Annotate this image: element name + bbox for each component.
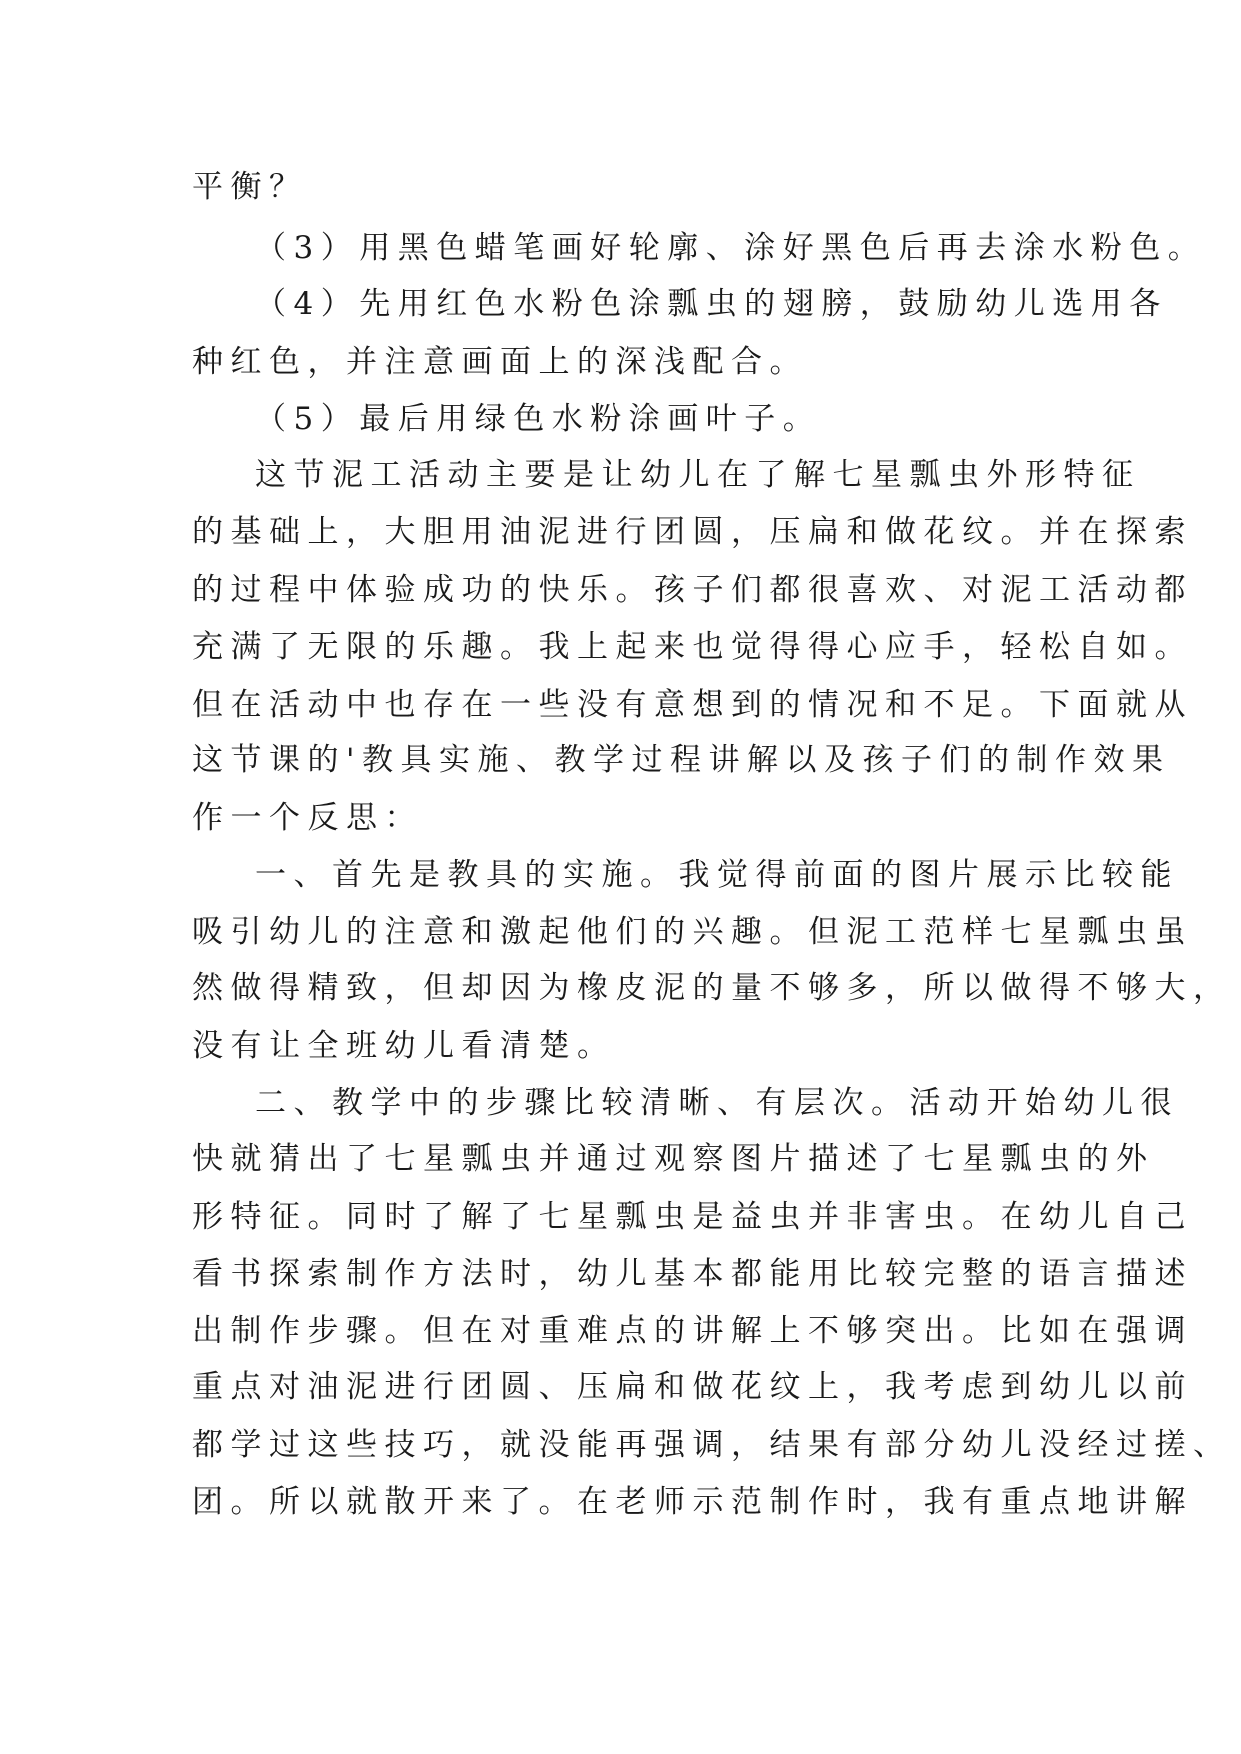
text-line: 作一个反思： bbox=[192, 800, 423, 836]
text-line: 平衡？ bbox=[192, 169, 308, 205]
text-line: 团。所以就散开来了。在老师示范制作时，我有重点地讲解 bbox=[192, 1484, 1193, 1520]
text-line: 快就猜出了七星瓢虫并通过观察图片描述了七星瓢虫的外 bbox=[192, 1141, 1155, 1177]
text-line: 但在活动中也存在一些没有意想到的情况和不足。下面就从 bbox=[192, 687, 1193, 723]
text-line: （5）最后用绿色水粉涂画叶子。 bbox=[255, 401, 822, 437]
text-line: 种红色，并注意画面上的深浅配合。 bbox=[192, 344, 808, 380]
text-line: 都学过这些技巧，就没能再强调，结果有部分幼儿没经过搓、 bbox=[192, 1427, 1232, 1463]
text-line: 的过程中体验成功的快乐。孩子们都很喜欢、对泥工活动都 bbox=[192, 572, 1193, 608]
text-line: 二、教学中的步骤比较清晰、有层次。活动开始幼儿很 bbox=[255, 1085, 1179, 1121]
text-line: 这节泥工活动主要是让幼儿在了解七星瓢虫外形特征 bbox=[255, 457, 1141, 493]
text-line: 重点对油泥进行团圆、压扁和做花纹上，我考虑到幼儿以前 bbox=[192, 1369, 1193, 1405]
text-line: 吸引幼儿的注意和激起他们的兴趣。但泥工范样七星瓢虫虽 bbox=[192, 914, 1193, 950]
text-line: 这节课的'教具实施、教学过程讲解以及孩子们的制作效果 bbox=[192, 742, 1171, 778]
text-line: （3）用黑色蜡笔画好轮廓、涂好黑色后再去涂水粉色。 bbox=[255, 230, 1207, 266]
text-line: 出制作步骤。但在对重难点的讲解上不够突出。比如在强调 bbox=[192, 1313, 1193, 1349]
text-line: 看书探索制作方法时，幼儿基本都能用比较完整的语言描述 bbox=[192, 1256, 1193, 1292]
text-line: 没有让全班幼儿看清楚。 bbox=[192, 1028, 616, 1064]
text-line: 一、首先是教具的实施。我觉得前面的图片展示比较能 bbox=[255, 857, 1179, 893]
text-line: （4）先用红色水粉色涂瓢虫的翅膀，鼓励幼儿选用各 bbox=[255, 286, 1168, 322]
text-line: 形特征。同时了解了七星瓢虫是益虫并非害虫。在幼儿自己 bbox=[192, 1199, 1193, 1235]
text-line: 然做得精致，但却因为橡皮泥的量不够多，所以做得不够大， bbox=[192, 970, 1232, 1006]
text-line: 的基础上，大胆用油泥进行团圆，压扁和做花纹。并在探索 bbox=[192, 514, 1193, 550]
text-line: 充满了无限的乐趣。我上起来也觉得得心应手，轻松自如。 bbox=[192, 629, 1193, 665]
